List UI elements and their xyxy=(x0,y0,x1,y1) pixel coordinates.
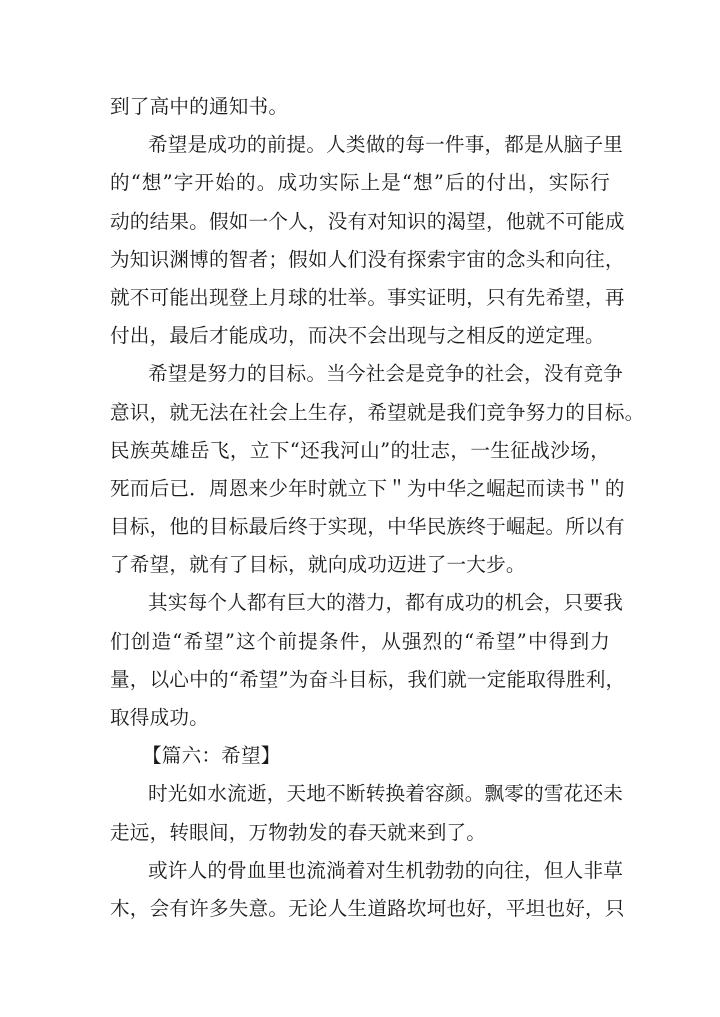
text-line: 动的结果。假如一个人，没有对知识的渴望，他就不可能成 xyxy=(110,209,625,233)
text-line: 为知识渊博的智者；假如人们没有探索宇宙的念头和向往， xyxy=(110,247,625,271)
paragraph-start-line: 希望是努力的目标。当今社会是竞争的社会，没有竞争 xyxy=(148,362,624,386)
text-line: 民族英雄岳飞，立下“还我河山”的壮志，一生征战沙场， xyxy=(110,438,610,462)
text-line: 目标，他的目标最后终于实现，中华民族终于崛起。所以有 xyxy=(110,515,625,539)
text-line: 们创造“希望”这个前提条件，从强烈的“希望”中得到力 xyxy=(110,629,610,653)
text-line: 死而后已．周恩来少年时就立下＂为中华之崛起而读书＂的 xyxy=(110,476,625,500)
text-line: 到了高中的通知书。 xyxy=(110,95,289,118)
text-line: 付出，最后才能成功，而决不会出现与之相反的逆定理。 xyxy=(110,324,605,348)
paragraph-start-line: 时光如水流逝，天地不断转换着容颜。飘零的雪花还未 xyxy=(148,782,624,806)
text-line: 量，以心中的“希望”为奋斗目标，我们就一定能取得胜利， xyxy=(110,667,626,691)
text-line: 走远，转眼间，万物勃发的春天就来到了。 xyxy=(110,820,487,844)
section-heading: 【篇六：希望】 xyxy=(142,744,281,768)
text-line: 木，会有许多失意。无论人生道路坎坷也好，平坦也好，只 xyxy=(110,896,625,920)
document-page xyxy=(110,88,645,928)
paragraph-start-line: 或许人的骨血里也流淌着对生机勃勃的向往，但人非草 xyxy=(148,858,624,882)
paragraph-start-line: 希望是成功的前提。人类做的每一件事，都是从脑子里 xyxy=(148,133,624,157)
text-line: 取得成功。 xyxy=(110,706,209,729)
text-line: 意识，就无法在社会上生存，希望就是我们竞争努力的目标。 xyxy=(110,400,645,424)
text-line: 就不可能出现登上月球的壮举。事实证明，只有先希望，再 xyxy=(110,285,625,309)
paragraph-start-line: 其实每个人都有巨大的潜力，都有成功的机会，只要我 xyxy=(148,591,624,615)
text-line: 的“想”字开始的。成功实际上是“想”后的付出，实际行 xyxy=(110,171,610,195)
text-line: 了希望，就有了目标，就向成功迈进了一大步。 xyxy=(110,553,526,577)
